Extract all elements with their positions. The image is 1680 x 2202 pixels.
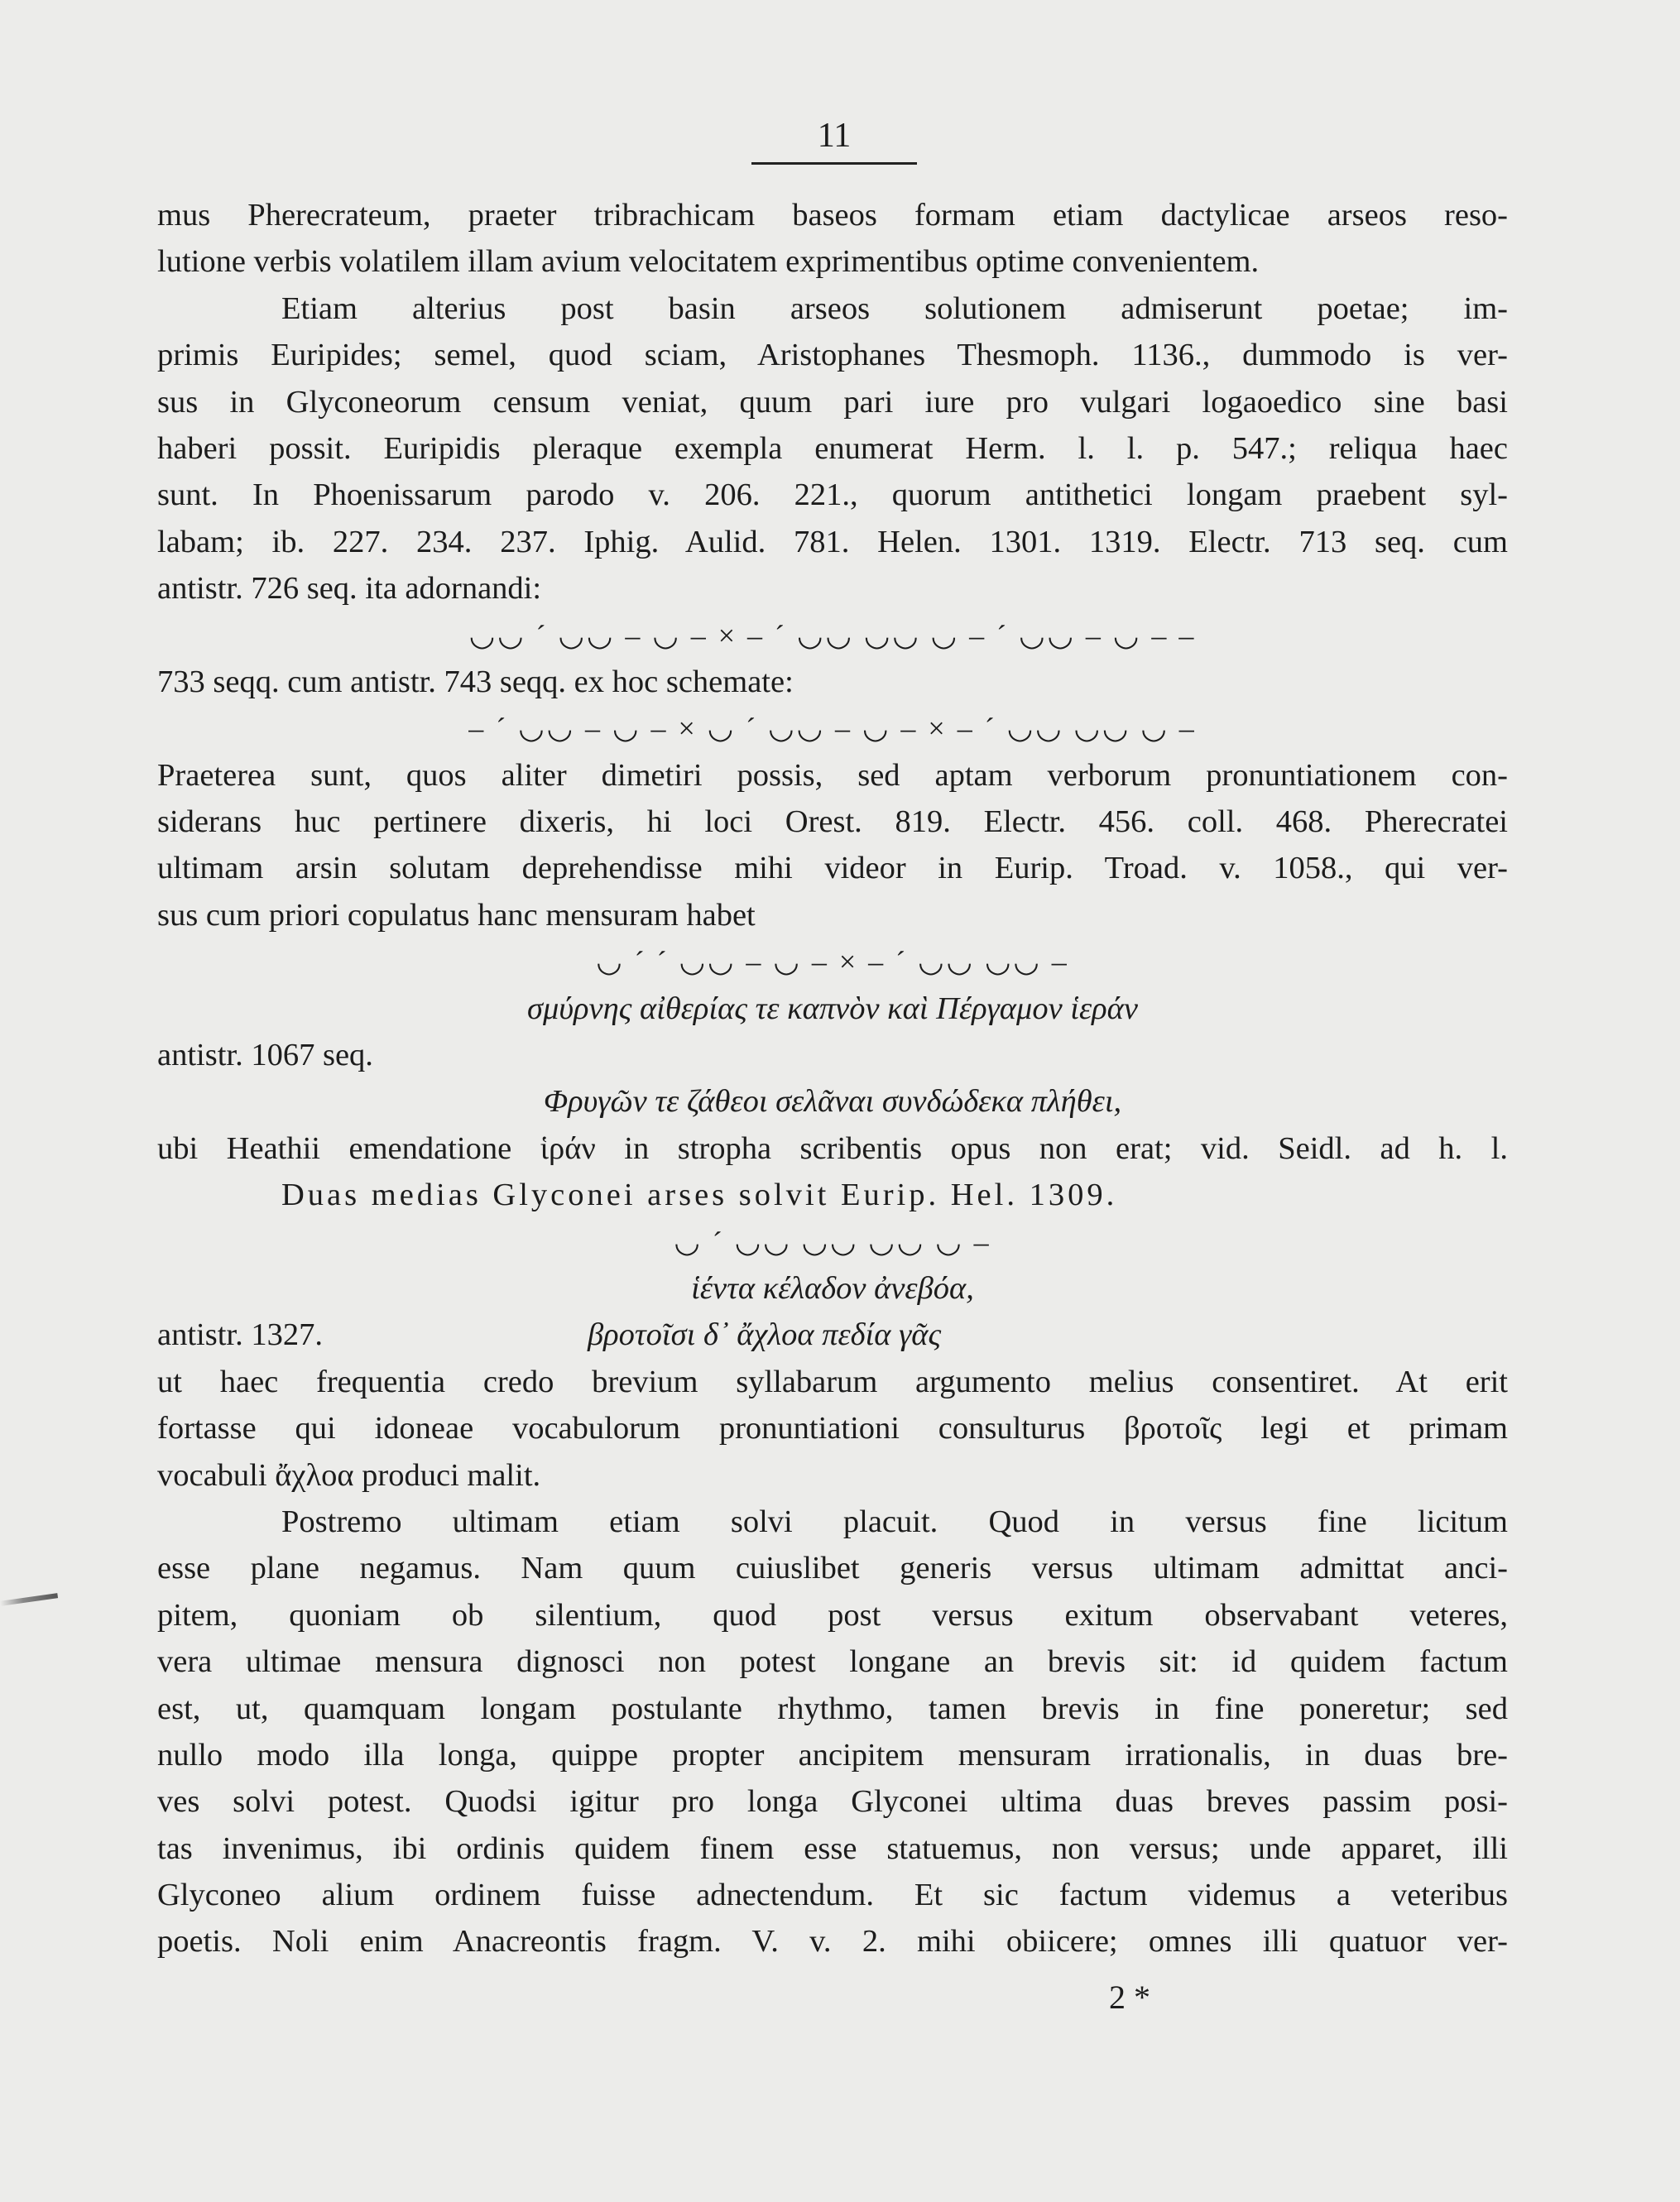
- page-number: 11: [817, 117, 852, 155]
- signature-mark: 2 *: [1109, 1979, 1150, 2016]
- text-line: Postremo ultimam etiam solvi placuit. Quod in versus fine licitum: [281, 1504, 1508, 1539]
- text-line: antistr. 1067 seq.: [157, 1038, 373, 1073]
- text-line: pitem, quoniam ob silentium, quod post versus exitum observabant veteres,: [157, 1597, 1508, 1633]
- text-line: haberi possit. Euripidis pleraque exempla enumerat Herm. l. l. p. 547.; reliqua haec: [157, 430, 1508, 466]
- text-line: antistr. 726 seq. ita adornandi:: [157, 571, 542, 607]
- text-line: nullo modo illa longa, quippe propter ancipitem mensuram irrationalis, in duas bre-: [157, 1737, 1508, 1773]
- text-line: ut haec frequentia credo brevium syllabarum argumento melius consentiret. At erit: [157, 1364, 1508, 1399]
- text-line: Glyconeo alium ordinem fuisse adnectendum. Et sic factum videmus a veteribus: [157, 1878, 1508, 1913]
- text-line: lutione verbis volatilem illam avium velocitatem exprimentibus optime convenientem.: [157, 244, 1260, 280]
- text-line: labam; ib. 227. 234. 237. Iphig. Aulid. 781. Helen. 1301. 1319. Electr. 713 seq. cum: [157, 524, 1508, 559]
- text-line: Praeterea sunt, quos aliter dimetiri possis, sed aptam verborum pronuntiationem con-: [157, 757, 1508, 793]
- body-text: [157, 192, 1508, 1965]
- text-line: ubi Heathii emendatione ἱράν in stropha scribentis opus non erat; vid. Seidl. ad h. l.: [157, 1130, 1508, 1166]
- greek-verse: Φρυγῶν τε ζάθεοι σελᾶναι συνδώδεκα πλήθει,: [543, 1084, 1122, 1120]
- page-number-rule: [751, 162, 917, 165]
- text-line: vocabuli ἄχλοα produci malit.: [157, 1457, 541, 1493]
- text-line: tas invenimus, ibi ordinis quidem finem esse statuemus, non versus; unde apparet, illi: [157, 1830, 1508, 1866]
- text-line: [157, 1312, 1508, 1358]
- text-line: fortasse qui idoneae vocabulorum pronuntiationi consulturus βροτοῖς legi et primam: [157, 1411, 1508, 1446]
- greek-verse: βροτοῖσι δ᾽ ἄχλοα πεδία γᾶς: [588, 1317, 942, 1353]
- text-line: siderans huc pertinere dixeris, hi loci Orest. 819. Electr. 456. coll. 468. Pherecratei: [157, 804, 1508, 840]
- metrical-scheme: ◡ ´ ´ ◡◡ – ◡ – × – ´ ◡◡ ◡◡ –: [596, 945, 1069, 979]
- text-line: sus cum priori copulatus hanc mensuram habet: [157, 897, 756, 933]
- text-line: sus in Glyconeorum censum veniat, quum pari iure pro vulgari logaoedico sine basi: [157, 384, 1508, 420]
- text-line: vera ultimae mensura dignosci non potest longane an brevis sit: id quidem factum: [157, 1644, 1508, 1680]
- greek-verse: ἱέντα κέλαδον ἀνεβόα,: [691, 1270, 974, 1306]
- text-line: poetis. Noli enim Anacreontis fragm. V. v. 2. mihi obiicere; omnes illi quatuor ver-: [157, 1924, 1508, 1960]
- text-line: ves solvi potest. Quodsi igitur pro longa Glyconei ultima duas breves passim posi-: [157, 1784, 1508, 1820]
- metrical-scheme: ◡ ´ ◡◡ ◡◡ ◡◡ ◡ –: [674, 1225, 991, 1259]
- text-line: mus Pherecrateum, praeter tribrachicam baseos formam etiam dactylicae arseos reso-: [157, 198, 1508, 233]
- text-line: est, ut, quamquam longam postulante rhythmo, tamen brevis in fine poneretur; sed: [157, 1691, 1508, 1726]
- metrical-scheme: ◡◡ ´ ◡◡ – ◡ – × – ´ ◡◡ ◡◡ ◡ – ´ ◡◡ – ◡ – –: [468, 618, 1197, 652]
- text-line: Duas medias Glyconei arses solvit Eurip. Hel. 1309.: [281, 1178, 1118, 1213]
- text-line: esse plane negamus. Nam quum cuiuslibet generis versus ultimam admittat anci-: [157, 1551, 1508, 1586]
- text-line: Etiam alterius post basin arseos solutionem admiserunt poetae; im-: [281, 290, 1508, 326]
- text-line: sunt. In Phoenissarum parodo v. 206. 221., quorum antithetici longam praebent syl-: [157, 477, 1508, 513]
- margin-ink-mark: [0, 1593, 58, 1606]
- text-line: 733 seqq. cum antistr. 743 seqq. ex hoc schemate:: [157, 664, 794, 699]
- text-line: ultimam arsin solutam deprehendisse mihi videor in Eurip. Troad. v. 1058., qui ver-: [157, 851, 1508, 886]
- metrical-scheme: – ´ ◡◡ – ◡ – × ◡ ´ ◡◡ – ◡ – × – ´ ◡◡ ◡◡ ◡ –: [468, 712, 1197, 746]
- text-line: primis Euripides; semel, quod sciam, Aristophanes Thesmoph. 1136., dummodo is ver-: [157, 338, 1508, 373]
- greek-verse: σμύρνης αἰθερίας τε καπνὸν καὶ Πέργαμον ἱεράν: [527, 991, 1138, 1026]
- verse-reference: antistr. 1327.: [157, 1317, 323, 1353]
